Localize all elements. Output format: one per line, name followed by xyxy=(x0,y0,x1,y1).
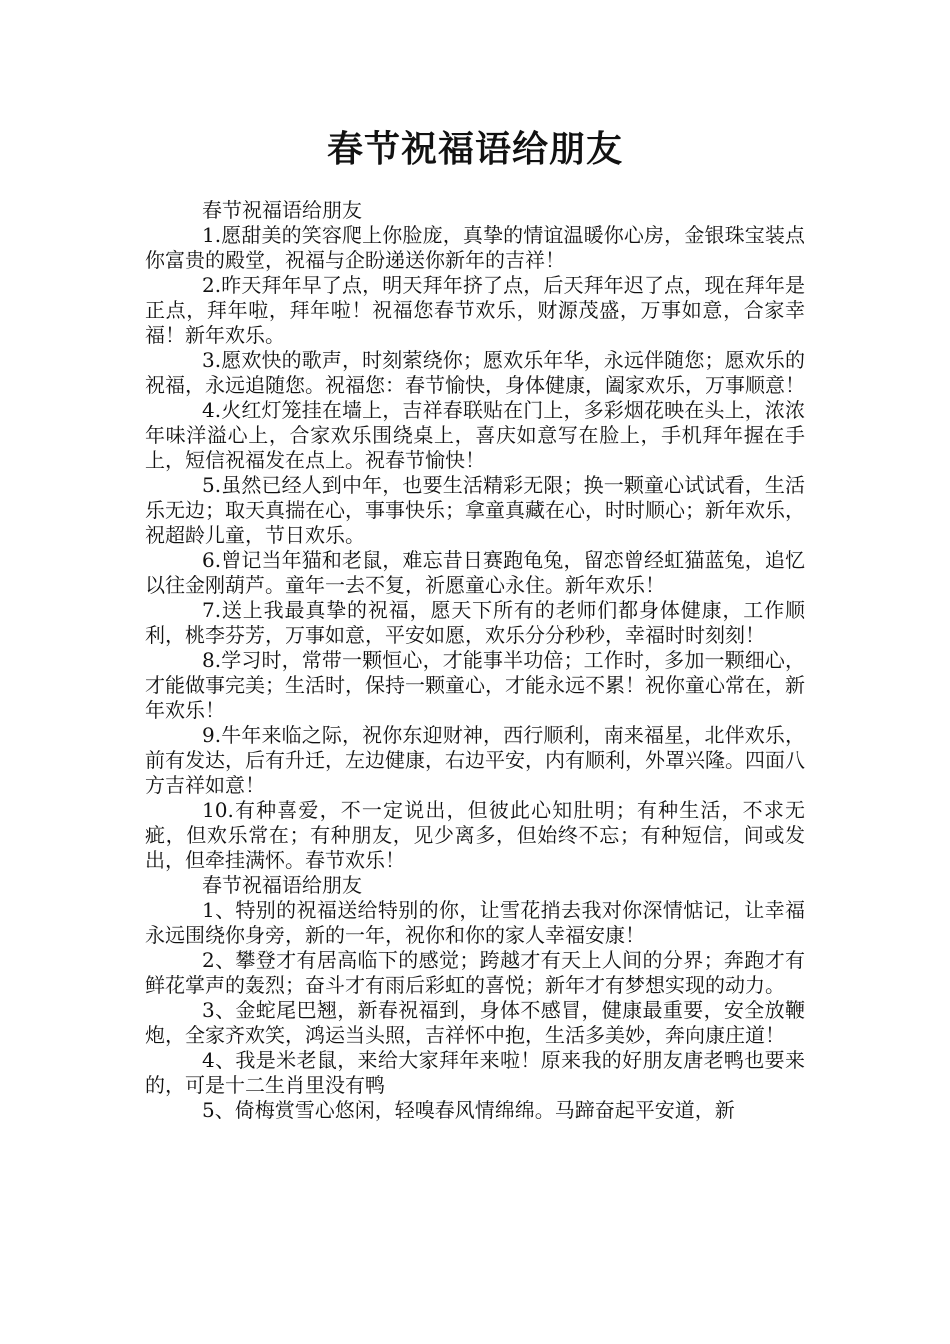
document-body xyxy=(145,198,805,1228)
paragraph: 春节祝福语给朋友 xyxy=(202,873,362,897)
paragraph: 7.送上我最真挚的祝福，愿天下所有的老师们都身体健康，工作顺利，桃李芬芳，万事如意，平安如愿，欢乐分分秒秒，幸福时时刻刻！ xyxy=(145,598,805,647)
paragraph: 10.有种喜爱，不一定说出，但彼此心知肚明；有种生活，不求无疵，但欢乐常在；有种朋友，见少离多，但始终不忘；有种短信，间或发出，但牵挂满怀。春节欢乐！ xyxy=(145,798,805,872)
paragraph: 2.昨天拜年早了点，明天拜年挤了点，后天拜年迟了点，现在拜年是正点，拜年啦，拜年啦！祝福您春节欢乐，财源茂盛，万事如意，合家幸福！新年欢乐。 xyxy=(145,273,805,347)
paragraph: 6.曾记当年猫和老鼠，难忘昔日赛跑龟兔，留恋曾经虹猫蓝兔，追忆以往金刚葫芦。童年一去不复，祈愿童心永住。新年欢乐！ xyxy=(145,548,805,597)
paragraph: 5.虽然已经人到中年，也要生活精彩无限；换一颗童心试试看，生活乐无边；取天真揣在心，事事快乐；拿童真藏在心，时时顺心；新年欢乐，祝超龄儿童，节日欢乐。 xyxy=(145,473,805,547)
paragraph: 3、金蛇尾巴翘，新春祝福到，身体不感冒，健康最重要，安全放鞭炮，全家齐欢笑，鸿运当头照，吉祥怀中抱，生活多美妙，奔向康庄道！ xyxy=(145,998,805,1047)
paragraph: 2、攀登才有居高临下的感觉；跨越才有天上人间的分界；奔跑才有鲜花掌声的轰烈；奋斗才有雨后彩虹的喜悦；新年才有梦想实现的动力。 xyxy=(145,948,805,997)
document-title: 春节祝福语给朋友 xyxy=(326,129,623,170)
paragraph: 8.学习时，常带一颗恒心，才能事半功倍；工作时，多加一颗细心，才能做事完美；生活时，保持一颗童心，才能永远不累！祝你童心常在，新年欢乐！ xyxy=(145,648,805,722)
paragraph: 春节祝福语给朋友 xyxy=(202,198,362,222)
paragraph: 5、倚梅赏雪心悠闲，轻嗅春风情绵绵。马蹄奋起平安道，新 xyxy=(202,1098,735,1122)
paragraph: 1、特别的祝福送给特别的你，让雪花捎去我对你深情惦记，让幸福永远围绕你身旁，新的一年，祝你和你的家人幸福安康！ xyxy=(145,898,805,947)
paragraph: 1.愿甜美的笑容爬上你脸庞，真挚的情谊温暖你心房，金银珠宝装点你富贵的殿堂，祝福与企盼递送你新年的吉祥！ xyxy=(145,223,805,272)
paragraph: 4、我是米老鼠，来给大家拜年来啦！原来我的好朋友唐老鸭也要来的，可是十二生肖里没有鸭 xyxy=(145,1048,805,1097)
paragraph: 4.火红灯笼挂在墙上，吉祥春联贴在门上，多彩烟花映在头上，浓浓年味洋溢心上，合家欢乐围绕桌上，喜庆如意写在脸上，手机拜年握在手上，短信祝福发在点上。祝春节愉快！ xyxy=(145,398,805,472)
paragraph: 9.牛年来临之际，祝你东迎财神，西行顺利，南来福星，北伴欢乐，前有发达，后有升迁，左边健康，右边平安，内有顺利，外罩兴隆。四面八方吉祥如意！ xyxy=(145,723,805,797)
paragraph: 3.愿欢快的歌声，时刻萦绕你；愿欢乐年华，永远伴随您；愿欢乐的祝福，永远追随您。祝福您：春节愉快，身体健康，阖家欢乐，万事顺意！ xyxy=(145,348,805,397)
